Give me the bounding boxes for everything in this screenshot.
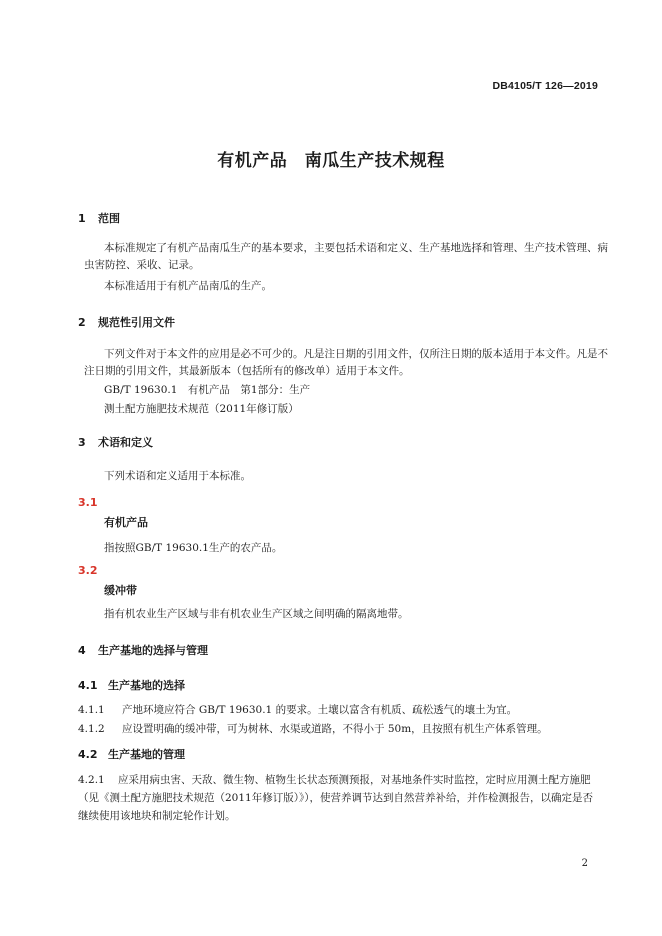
clause-4-1-2 [78, 721, 548, 736]
clause-number: 4.1.2 [78, 723, 105, 735]
section-title: 规范性引用文件 [98, 316, 175, 329]
section-title: 术语和定义 [98, 436, 153, 449]
term-3-2-name: 缓冲带 [104, 584, 137, 597]
section-number: 3 [78, 436, 86, 449]
section-4-heading [78, 642, 208, 658]
clause-4-2-1 [78, 771, 602, 825]
clause-text: 应设置明确的缓冲带，可为树林、水渠或道路，不得小于 50m，且按照有机生产体系管理。 [122, 723, 548, 735]
term-3-2-number: 3.2 [78, 564, 98, 577]
document-number: DB4105/T 126—2019 [492, 80, 598, 92]
clause-number: 4.2.1 [78, 774, 105, 786]
term-3-1-definition: 指按照GB/T 19630.1生产的农产品。 [104, 542, 283, 554]
section-4-1-heading [78, 677, 185, 693]
section-number: 4 [78, 644, 86, 657]
normative-reference-1: GB/T 19630.1 有机产品 第1部分：生产 [104, 384, 311, 396]
section-1-paragraph-2: 本标准适用于有机产品南瓜的生产。 [104, 280, 272, 292]
section-number: 2 [78, 316, 86, 329]
clause-text: 产地环境应符合 GB/T 19630.1 的要求。土壤以富含有机质、疏松透气的壤土为宜。 [122, 704, 518, 716]
clause-text: 应采用病虫害、天敌、微生物、植物生长状态预测预报，对基地条件实时监控，定时应用测土配方施肥（见《测土配方施肥技术规范（2011年修订版）》），使营养调节达到自然营养补给，并作检测报告，以确定是否继续使用该地块和制定轮作计划。 [78, 774, 593, 822]
term-3-1-number: 3.1 [78, 496, 98, 509]
section-title: 生产基地的管理 [108, 748, 185, 761]
section-title: 生产基地的选择 [108, 679, 185, 692]
section-number: 4.2 [78, 748, 98, 761]
section-4-2-heading [78, 746, 185, 762]
clause-number: 4.1.1 [78, 704, 105, 716]
section-2-paragraph-1: 下列文件对于本文件的应用是必不可少的。凡是注日期的引用文件，仅所注日期的版本适用于本文件。凡是不注日期的引用文件，其最新版本（包括所有的修改单）适用于本文件。 [84, 348, 608, 377]
clause-4-1-1 [78, 702, 517, 717]
page-number: 2 [581, 858, 588, 869]
section-number: 4.1 [78, 679, 98, 692]
section-number: 1 [78, 212, 86, 225]
section-3-intro: 下列术语和定义适用于本标准。 [104, 470, 251, 482]
section-3-heading [78, 434, 153, 450]
document-title: 有机产品 南瓜生产技术规程 [217, 151, 445, 171]
section-1-paragraph-1: 本标准规定了有机产品南瓜生产的基本要求，主要包括术语和定义、生产基地选择和管理、生产技术管理、病虫害防控、采收、记录。 [84, 242, 608, 271]
section-1-heading [78, 210, 120, 226]
section-title: 生产基地的选择与管理 [98, 644, 208, 657]
term-3-1-name: 有机产品 [104, 516, 148, 529]
section-2-heading [78, 314, 175, 330]
normative-reference-2: 测土配方施肥技术规范（2011年修订版） [104, 403, 299, 415]
term-3-2-definition: 指有机农业生产区域与非有机农业生产区域之间明确的隔离地带。 [104, 608, 409, 620]
section-title: 范围 [98, 212, 120, 225]
